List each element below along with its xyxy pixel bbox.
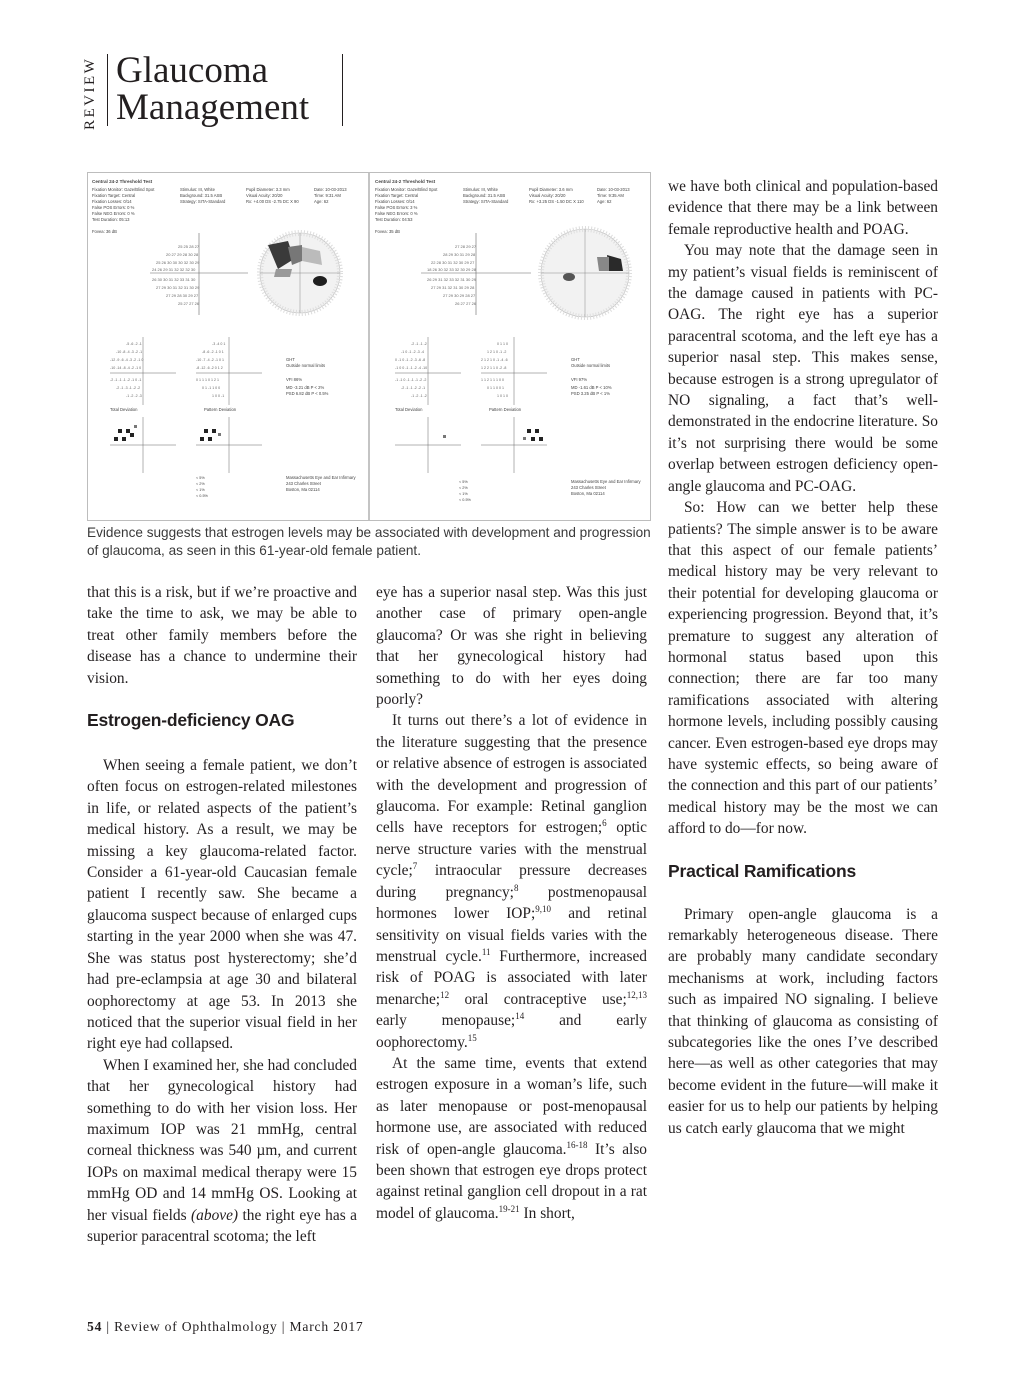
left-false-neg: False NEG Errors: 0 % xyxy=(92,211,135,216)
right-address-1: 243 Charles Street xyxy=(571,485,606,490)
svg-text:-2 -1 -1 -2: -2 -1 -1 -2 xyxy=(411,342,427,346)
figure-caption: Evidence suggests that estrogen levels may be associated with development and progression of glaucoma, as seen in this 61-year-old female patient. xyxy=(87,525,651,558)
citation: 11 xyxy=(481,946,491,957)
right-ght-value: Outside normal limits xyxy=(571,363,611,368)
left-pupil-diameter: Pupil Diameter: 3.3 mm xyxy=(246,187,290,192)
col3-paragraph-2: You may note that the damage seen in my patient’s visual fields is reminiscent of the damage caused in patients with PC-OAG. The right eye has a superior paracentral scotoma, and the left eye has a superior nasal step. This makes sense, because estrogen is a strong upregulator of NO signaling, a fact that’s well-demonstrated in the endocrine literature. So it’s not surprising there would be some overlap between estrogen deficiency open-angle glaucoma and PC-OAG. xyxy=(668,242,938,495)
left-ght-label: GHT xyxy=(286,357,295,362)
left-legend xyxy=(196,476,209,498)
svg-text:22 28 30 31 32 30 29 27: 22 28 30 31 32 30 29 27 xyxy=(431,260,475,265)
svg-text:26 29 31 32 33 32 31 30 29: 26 29 31 32 33 32 31 30 29 xyxy=(427,277,476,282)
svg-text:-1 0 -1 -2 -3 -4: -1 0 -1 -2 -3 -4 xyxy=(401,350,424,354)
right-deviation-grids xyxy=(395,337,547,405)
left-legend-2: < 2% xyxy=(196,482,205,486)
right-address-2: Boston, Ma 02114 xyxy=(571,491,605,496)
right-ght-label: GHT xyxy=(571,357,580,362)
right-pupil-diameter: Pupil Diameter: 3.6 mm xyxy=(529,187,573,192)
right-psd: PSD 3.25 dB P < 1% xyxy=(571,391,610,396)
svg-text:27 29 30 31 32 31 30 29: 27 29 30 31 32 31 30 29 xyxy=(156,285,200,290)
section-label: REVIEW xyxy=(82,56,98,130)
footer-separator: | xyxy=(281,1319,290,1334)
svg-text:25 25 28 27: 25 25 28 27 xyxy=(178,244,200,249)
issue-date: March 2017 xyxy=(289,1319,364,1334)
svg-text:25 26 30 30 30 32 30 29: 25 26 30 30 30 32 30 29 xyxy=(156,260,200,265)
left-strategy: Strategy: SITA-Standard xyxy=(180,199,226,204)
right-grayscale-map xyxy=(541,229,629,317)
header-divider-right xyxy=(342,54,343,126)
right-probability-plots xyxy=(395,417,547,473)
page-title xyxy=(116,52,309,126)
column-1 xyxy=(87,582,357,1247)
left-probability-plots xyxy=(110,417,262,473)
left-date: Date: 10-03-2013 xyxy=(314,187,347,192)
right-visual-acuity: Visual Acuity: 20/20 xyxy=(529,193,566,198)
col3-paragraph-1: we have both clinical and population-based evidence that there may be a link between female reproductive health and POAG. xyxy=(668,178,938,238)
title-line-1: Glaucoma xyxy=(116,50,269,91)
col3-paragraph-3: So: How can we better help these patients? The simple answer is to be aware that this aspect of our female patients’ medical history may be very relevant to their potential for developing glaucoma or experiencing progression. Beyond that, it’s premature to suggest any alteration of hormonal status based upon this connection; there are far too many ramifications associated with altering hormone levels, including possibly causing cancer. Even estrogen-based eye drops may have systemic effects, so being aware of the connection and this part of our patients’ medical history may be the most we can afford to do—for now. xyxy=(668,499,938,838)
svg-text:1 2 2 1 1 0 -2 -8: 1 2 2 1 1 0 -2 -8 xyxy=(481,366,507,370)
left-false-pos: False POS Errors: 0 % xyxy=(92,205,135,210)
svg-text:27 29 31 32 31 30 29 28: 27 29 31 32 31 30 29 28 xyxy=(431,285,475,290)
svg-text:27 28 29 27: 27 28 29 27 xyxy=(455,244,477,249)
svg-text:-2 -1 -1 -1 -2 -1 0 -1: -2 -1 -1 -1 -2 -1 0 -1 xyxy=(110,378,142,382)
svg-text:0 -1 0 -1 -2 -3 -6 -8: 0 -1 0 -1 -2 -3 -6 -8 xyxy=(395,358,426,362)
right-legend-2: < 2% xyxy=(459,486,468,490)
svg-text:1 0 1 0: 1 0 1 0 xyxy=(497,394,508,398)
right-false-pos: False POS Errors: 3 % xyxy=(375,205,418,210)
left-test-name: Central 24-2 Threshold Test xyxy=(92,179,153,184)
right-vfi: VFI 97% xyxy=(571,377,588,382)
left-psd: PSD 6.82 dB P < 0.5% xyxy=(286,391,329,396)
right-date: Date: 10-03-2013 xyxy=(597,187,630,192)
svg-text:0 1 -1 1 0 0: 0 1 -1 1 0 0 xyxy=(202,386,221,390)
visual-field-printouts xyxy=(88,173,650,520)
right-eye-printout xyxy=(375,179,641,502)
above-reference: (above) xyxy=(191,1206,239,1224)
left-visual-acuity: Visual Acuity: 20/20 xyxy=(246,193,283,198)
left-rx: Rx: +4.00 DS -2.75 DC X 90 xyxy=(246,199,299,204)
svg-text:-3 -4 0 1: -3 -4 0 1 xyxy=(212,342,226,346)
svg-text:-2 -1 -3 -1 -2 -2: -2 -1 -3 -1 -2 -2 xyxy=(116,386,141,390)
svg-text:-10 -14 -8 -4 -2 -1 0: -10 -14 -8 -4 -2 -1 0 xyxy=(110,366,142,370)
svg-text:28 29 30 31 29 28: 28 29 30 31 29 28 xyxy=(443,252,476,257)
right-false-neg: False NEG Errors: 0 % xyxy=(375,211,418,216)
svg-text:2 1 2 1 0 -1 -4 -6: 2 1 2 1 0 -1 -4 -6 xyxy=(481,358,508,362)
right-fovea: Fovea: 35 dB xyxy=(375,229,400,234)
col1-paragraph-1: that this is a risk, but if we’re proactive and take the time to ask, we may be able to treat other family members before the disease has a chance to undermine their vision. xyxy=(87,584,357,687)
left-address-2: Boston, Ma 02114 xyxy=(286,487,320,492)
col3-paragraph-4: Primary open-angle glaucoma is a remarkably heterogeneous disease. There are probably many candidate secondary mechanisms at work, including factors such as impaired NO signaling. I believe that thinking of glaucoma as consisting of subcategories like the ones I’ve described here—as well as other categories that may become evident in the future—will make it easier for us to help our patients by helping us catch early glaucoma that we might xyxy=(668,905,938,1137)
column-3 xyxy=(668,176,938,1139)
right-time: Time: 9:35 AM xyxy=(597,193,624,198)
right-legend-5: < 5% xyxy=(459,480,468,484)
right-strategy: Strategy: SITA-Standard xyxy=(463,199,509,204)
svg-text:26 27 27 26: 26 27 27 26 xyxy=(455,301,477,306)
svg-text:-10 -8 -4 -3 -2 -1: -10 -8 -4 -3 -2 -1 xyxy=(116,350,143,354)
svg-text:1 0 0 -1: 1 0 0 -1 xyxy=(212,394,225,398)
svg-text:0 1 1 0 0 1: 0 1 1 0 0 1 xyxy=(487,386,504,390)
left-vfi: VFI 86% xyxy=(286,377,303,382)
citation: 8 xyxy=(513,882,519,893)
column-2 xyxy=(376,582,647,1224)
svg-text:-1 0 0 -1 -1 -2 -4 -10: -1 0 0 -1 -1 -2 -4 -10 xyxy=(395,366,428,370)
left-total-deviation-label: Total Deviation xyxy=(110,407,138,412)
col2-paragraph-2: It turns out there’s a lot of evidence in the literature suggesting that the presence or relative absence of estrogen is associated with the development and progression of glaucoma. For example: Retinal ganglion cells have receptors for estrogen;$^6$ optic nerve structure varies with the menstrual cycle;$^7$ intraocular pressure decreases during pregnancy;$^8$ postmenopausal hormones lower IOP;$^{9,10}$ and retinal sensitivity on visual fields varies with the menstrual cycle.$^{11}$ Furthermore, increased risk of POAG is associated with later menarche;$^{12}$ oral contraceptive use;$^{12,13}$ early menopause;$^{14}$ and early oophorectomy.$^{15}$ xyxy=(376,712,648,1051)
citation: 19-21 xyxy=(498,1203,520,1214)
left-threshold-grid xyxy=(150,233,248,315)
left-address-1: 243 Charles Street xyxy=(286,481,321,486)
citation: 14 xyxy=(515,1011,525,1021)
svg-text:1 2 1 0 -1 -2: 1 2 1 0 -1 -2 xyxy=(487,350,507,354)
left-fixation-monitor: Fixation Monitor: Gaze/Blind Spot xyxy=(92,187,155,192)
right-test-name: Central 24-2 Threshold Test xyxy=(375,179,436,184)
right-test-duration: Test Duration: 04:53 xyxy=(375,217,413,222)
svg-text:-8 -6 -2 -1 0 1: -8 -6 -2 -1 0 1 xyxy=(202,350,224,354)
left-time: Time: 9:31 AM xyxy=(314,193,341,198)
header-divider-left xyxy=(107,54,108,126)
footer-separator: | xyxy=(106,1319,115,1334)
right-institution: Massachusetts Eye and Ear Infirmary xyxy=(571,479,641,484)
svg-text:-1 -1 0 -1 -1 -1 -2 -2: -1 -1 0 -1 -1 -1 -2 -2 xyxy=(395,378,427,382)
svg-text:20 27 29 28 30 28: 20 27 29 28 30 28 xyxy=(166,252,199,257)
col2-paragraph-3: At the same time, events that extend estrogen exposure in a woman’s life, such as later menopause or post-menopausal hormone use, are associated with reduced risk of open-angle glaucoma.$^{16-18}$ It’s also been shown that estrogen eye drops protect against retinal ganglion cell dropout in a rat model of glaucoma.$^{19-21}$ In short, xyxy=(376,1054,648,1222)
right-rx: Rx: +3.25 DS -1.50 DC X 110 xyxy=(529,199,584,204)
col1-paragraph-3: When I examined her, she had concluded that her gynecological history had something to do with her vision loss. Her maximum IOP was 21 mmHg, central corneal thickness was 540 µm, and current IOPs on maximal medical therapy were 15 mmHg OD and 14 mmHg OS. Looking at her visual fields (above) the right eye has a superior paracentral scotoma; the left xyxy=(87,1056,357,1245)
left-institution: Massachusetts Eye and Ear Infirmary xyxy=(286,475,356,480)
right-background: Background: 31.5 ASB xyxy=(463,193,506,198)
svg-text:0 1 1 0: 0 1 1 0 xyxy=(497,342,508,346)
citation: 6 xyxy=(602,818,607,829)
citation: 16-18 xyxy=(566,1139,588,1150)
left-ght-value: Outside normal limits xyxy=(286,363,326,368)
left-age: Age: 62 xyxy=(314,199,329,204)
left-deviation-grids xyxy=(110,337,262,405)
right-age: Age: 62 xyxy=(597,199,612,204)
right-legend-1: < 1% xyxy=(459,492,468,496)
right-stimulus: Stimulus: III, White xyxy=(463,187,498,192)
left-md: MD -3.21 dB P < 2% xyxy=(286,385,325,390)
svg-text:27 29 28 30 29 27: 27 29 28 30 29 27 xyxy=(166,293,199,298)
section-heading-estrogen-deficiency: Estrogen-deficiency OAG xyxy=(87,710,295,731)
title-line-2: Management xyxy=(116,87,310,128)
svg-text:25 27 27 26: 25 27 27 26 xyxy=(178,301,200,306)
left-fixation-losses: Fixation Losses: 0/14 xyxy=(92,199,132,204)
citation: 9,10 xyxy=(535,903,552,914)
svg-text:-10 -7 -4 -2 -1 0 1: -10 -7 -4 -2 -1 0 1 xyxy=(196,358,224,362)
left-fovea: Fovea: 36 dB xyxy=(92,229,117,234)
svg-text:-5 -6 -2 -1: -5 -6 -2 -1 xyxy=(126,342,142,346)
right-threshold-grid xyxy=(421,233,531,315)
col2-paragraph-1: eye has a superior nasal step. Was this just another case of primary open-angle glaucoma? Or was she right in believing that her gynecological history had something to do with her eyes doing poorly? xyxy=(376,584,647,709)
right-fixation-target: Fixation Target: Central xyxy=(375,193,419,198)
svg-text:-8 -12 -6 -2 0 1 2: -8 -12 -6 -2 0 1 2 xyxy=(196,366,223,370)
citation: 7 xyxy=(412,861,418,872)
right-fixation-monitor: Fixation Monitor: Gaze/Blind Spot xyxy=(375,187,438,192)
svg-text:-12 -9 -6 -4 -3 -2 -1 0: -12 -9 -6 -4 -3 -2 -1 0 xyxy=(110,358,144,362)
right-legend xyxy=(459,480,472,502)
journal-name: Review of Ophthalmology xyxy=(114,1319,278,1334)
svg-text:27 29 30 29 28 27: 27 29 30 29 28 27 xyxy=(443,293,476,298)
left-stimulus: Stimulus: III, White xyxy=(180,187,215,192)
right-pattern-deviation-label: Pattern Deviation xyxy=(489,407,522,412)
page-footer xyxy=(87,1319,364,1335)
left-eye-printout xyxy=(92,179,356,498)
left-background: Background: 31.5 ASB xyxy=(180,193,223,198)
page-number: 54 xyxy=(87,1319,103,1334)
svg-text:18 26 30 32 33 32 30 29 28: 18 26 30 32 33 32 30 29 28 xyxy=(427,267,476,272)
citation: 12 xyxy=(440,989,450,1000)
right-fixation-losses: Fixation Losses: 0/14 xyxy=(375,199,415,204)
col1-paragraph-2: When seeing a female patient, we don’t often focus on estrogen-related milestones in life, or related aspects of the patient’s medical history. As a result, we may be missing a key glaucoma-related factor. Consider a 61-year-old Caucasian female patient I recently saw. She became a glaucoma suspect because of enlarged cups starting in the year 2000 when she was 47. She was status post hysterectomy; she’d had pre-eclampsia at age 30 and bilateral oophorectomy at age 53. In 2013 she noticed that the superior visual field in her right eye had collapsed. xyxy=(87,757,357,1053)
right-total-deviation-label: Total Deviation xyxy=(395,407,423,412)
left-legend-05: < 0.5% xyxy=(196,494,208,498)
citation: 12,13 xyxy=(626,989,647,1000)
svg-text:26 30 30 31 32 33 31 30: 26 30 30 31 32 33 31 30 xyxy=(152,277,196,282)
svg-text:-1 -2 -1 -2: -1 -2 -1 -2 xyxy=(411,394,427,398)
left-legend-5: < 5% xyxy=(196,476,205,480)
svg-text:-1 -2 -2 -3: -1 -2 -2 -3 xyxy=(126,394,142,398)
svg-text:-2 -1 -1 -2 -2 -1: -2 -1 -1 -2 -2 -1 xyxy=(401,386,426,390)
citation: 15 xyxy=(467,1032,477,1043)
svg-text:0 1 1 1 0 1 2 1: 0 1 1 1 0 1 2 1 xyxy=(196,378,219,382)
left-fixation-target: Fixation Target: Central xyxy=(92,193,136,198)
left-pattern-deviation-label: Pattern Deviation xyxy=(204,407,237,412)
visual-field-figure xyxy=(87,172,651,521)
right-legend-05: < 0.5% xyxy=(459,498,471,502)
left-grayscale-map xyxy=(260,233,340,313)
left-test-duration: Test Duration: 05:13 xyxy=(92,217,130,222)
svg-text:1 1 2 1 1 1 0 0: 1 1 2 1 1 1 0 0 xyxy=(481,378,504,382)
right-md: MD -1.61 dB P < 10% xyxy=(571,385,612,390)
left-legend-1: < 1% xyxy=(196,488,205,492)
svg-text:24 26 29 31 32 32 32 30: 24 26 29 31 32 32 32 30 xyxy=(152,267,196,272)
section-heading-practical-ramifications: Practical Ramifications xyxy=(668,860,856,881)
